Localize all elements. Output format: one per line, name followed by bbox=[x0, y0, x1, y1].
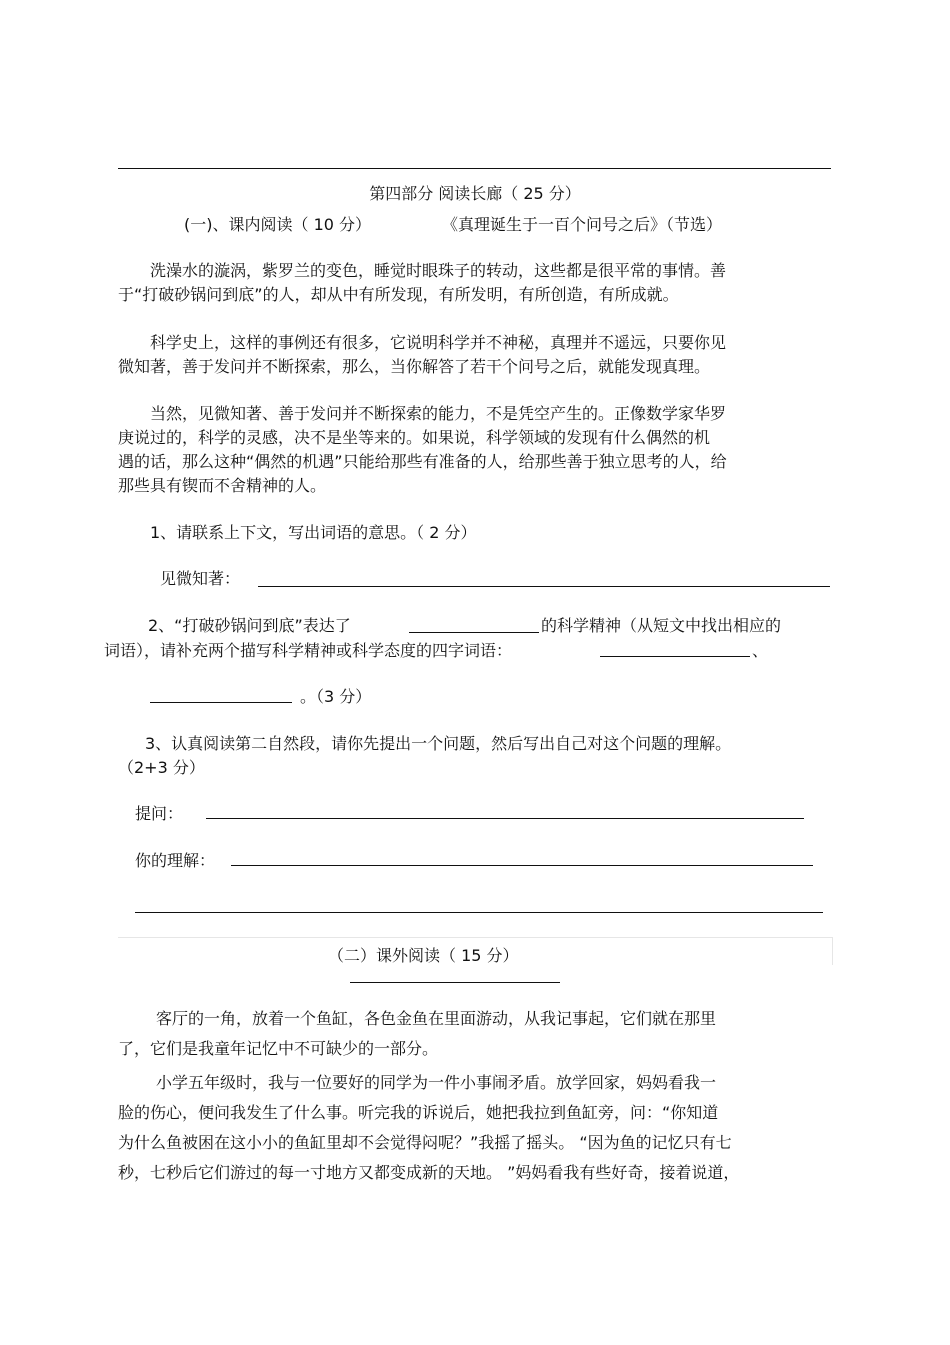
answer-blank-2c[interactable] bbox=[150, 702, 292, 703]
question-1: 1、请联系上下文，写出词语的意思。（ 2 分） bbox=[150, 523, 477, 542]
part1-source: 《真理诞生于一百个问号之后》（节选） bbox=[442, 215, 723, 234]
question-3-ask-label: 提问： bbox=[135, 804, 184, 823]
part1-heading: (一)、课内阅读（ 10 分） bbox=[184, 215, 372, 234]
question-2-part-c: 词语），请补充两个描写科学精神或科学态度的四字词语： bbox=[104, 641, 513, 660]
part2-paragraph-1 bbox=[118, 1004, 838, 1064]
top-rule bbox=[118, 168, 831, 169]
answer-blank-3-ask[interactable] bbox=[206, 818, 804, 819]
section-divider bbox=[118, 937, 833, 938]
answer-blank-2b[interactable] bbox=[600, 656, 750, 657]
text-line: 科学史上，这样的事例还有很多，它说明科学并不神秘，真理并不遥远，只要你见 bbox=[150, 333, 727, 352]
question-3: 3、认真阅读第二自然段，请你先提出一个问题，然后写出自己对这个问题的理解。 bbox=[145, 734, 732, 753]
text-line: 为什么鱼被困在这小小的鱼缸里却不会觉得闷呢？”我摇了摇头。 “因为鱼的记忆只有七 bbox=[118, 1133, 732, 1152]
text-line: 了，它们是我童年记忆中不可缺少的一部分。 bbox=[118, 1039, 439, 1058]
text-line: 那些具有锲而不舍精神的人。 bbox=[118, 476, 327, 495]
text-line: 庚说过的，科学的灵感，决不是坐等来的。如果说，科学领域的发现有什么偶然的机 bbox=[118, 428, 711, 447]
question-2-comma: 、 bbox=[752, 641, 769, 660]
text-line: 脸的伤心，便问我发生了什么事。听完我的诉说后，她把我拉到鱼缸旁，问：“你知道 bbox=[118, 1103, 719, 1122]
section-divider-edge bbox=[832, 937, 833, 965]
text-line: 客厅的一角，放着一个鱼缸，各色金鱼在里面游动，从我记事起，它们就在那里 bbox=[156, 1009, 717, 1028]
answer-blank-2a[interactable] bbox=[409, 632, 539, 633]
question-3-understand-label: 你的理解： bbox=[135, 851, 216, 870]
text-line: 于“打破砂锅问到底”的人，却从中有所发现，有所发明，有所创造，有所成就。 bbox=[118, 285, 679, 304]
answer-blank-3-extra[interactable] bbox=[135, 912, 823, 913]
part1-paragraph-2 bbox=[118, 331, 818, 379]
question-3-score: （2+3 分） bbox=[118, 758, 205, 777]
question-2-part-b: 的科学精神（从短文中找出相应的 bbox=[541, 616, 782, 635]
part1-paragraph-3 bbox=[118, 402, 818, 498]
question-1-label: 见微知著： bbox=[160, 569, 241, 588]
text-line: 遇的话，那么这种“偶然的机遇”只能给那些有准备的人，给那些善于独立思考的人，给 bbox=[118, 452, 727, 471]
part2-paragraph-2 bbox=[118, 1068, 838, 1188]
question-2-score: 。（3 分） bbox=[300, 687, 372, 706]
part2-heading: （二）课外阅读（ 15 分） bbox=[328, 946, 519, 965]
text-line: 小学五年级时，我与一位要好的同学为一件小事闹矛盾。放学回家，妈妈看我一 bbox=[156, 1073, 717, 1092]
text-line: 洗澡水的漩涡，紫罗兰的变色，睡觉时眼珠子的转动，这些都是很平常的事情。善 bbox=[150, 261, 727, 280]
answer-blank-1[interactable] bbox=[258, 586, 830, 587]
question-2-part-a: 2、“打破砂锅问到底”表达了 bbox=[148, 616, 351, 635]
part1-paragraph-1 bbox=[118, 259, 818, 307]
text-line: 微知著，善于发问并不断探索，那么，当你解答了若干个问号之后，就能发现真理。 bbox=[118, 357, 711, 376]
text-line: 当然，见微知著、善于发问并不断探索的能力，不是凭空产生的。正像数学家华罗 bbox=[150, 404, 727, 423]
section-title: 第四部分 阅读长廊（ 25 分） bbox=[369, 184, 581, 203]
part2-heading-underline bbox=[350, 982, 560, 983]
text-line: 秒，七秒后它们游过的每一寸地方又都变成新的天地。 ”妈妈看我有些好奇，接着说道， bbox=[118, 1163, 740, 1182]
answer-blank-3-understand[interactable] bbox=[231, 865, 813, 866]
